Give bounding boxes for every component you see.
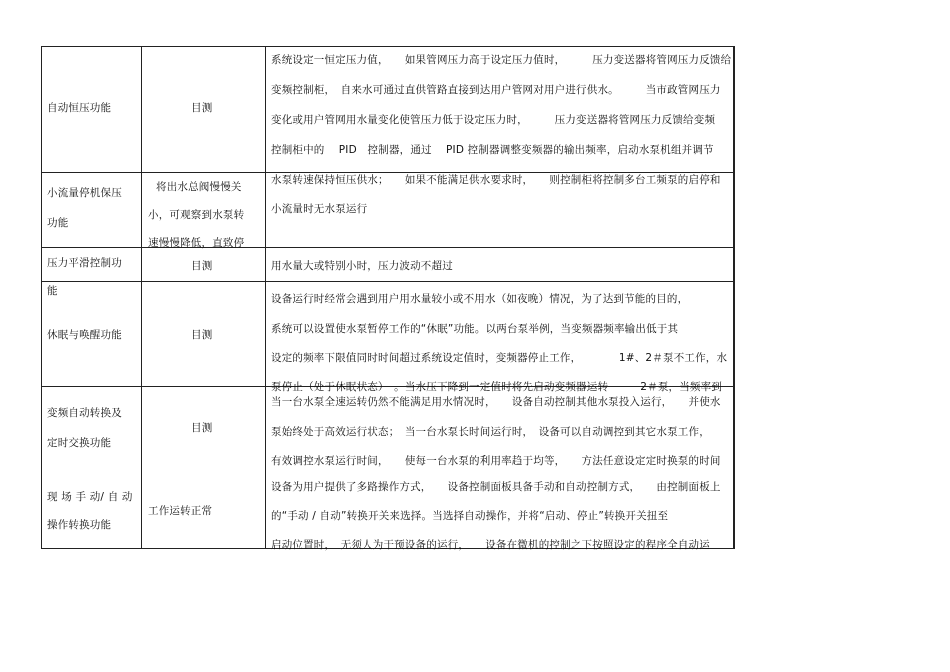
feature-name: 小流量停机保压 [47,187,122,199]
feature-name: 现 场 手 动/ 自 动 [47,491,133,503]
test-method: 工作运转正常 [148,505,213,517]
description-line: 控制柜中的 PID 控制器，通过 PID 控制器调整变频器的输出频率，启动水泵机组并调节 [271,144,714,156]
row-divider [41,247,735,248]
description-line: 变化或用户管网用水量变化使管压力低于设定压力时， 压力变送器将管网压力反馈给变频 [271,114,716,126]
feature-name: 功能 [47,217,69,229]
description-line: 系统设定一恒定压力值， 如果管网压力高于设定压力值时， 压力变送器将管网压力反馈给 [271,54,732,66]
description-line: 设备运行时经常会遇到用户用水量较小或不用水（如夜晚）情况，为了达到节能的目的， [271,293,689,305]
table-border-right [734,46,735,549]
feature-name: 压力平滑控制功 [47,257,122,269]
feature-name: 操作转换功能 [47,519,112,531]
column-divider [141,46,142,549]
table-border-left [41,46,42,549]
test-method: 目测 [191,102,213,114]
feature-name: 变频自动转换及 [47,407,122,419]
column-divider [265,46,266,549]
description-line: 小流量时无水泵运行 [271,203,368,215]
description-line: 水泵转速保持恒压供水； 如果不能满足供水要求时， 则控制柜将控制多台工频泵的启停和 [271,174,721,186]
feature-name: 能 [47,285,58,297]
description-line: 系统可以设置使水泵暂停工作的“休眠”功能。以两台泵举例，当变频器频率输出低于其 [271,323,679,335]
description-line: 设备为用户提供了多路操作方式， 设备控制面板具备手动和自动控制方式， 由控制面板上 [271,481,721,493]
description-line: 的“手动 / 自动”转换开关来选择。当选择自动操作，并将“启动、停止”转换开关扭至 [271,510,669,522]
feature-name: 休眠与唤醒功能 [47,329,122,341]
description-line: 泵始终处于高效运行状态； 当一台水泵长时间运行时， 设备可以自动调控到其它水泵工作， [271,426,710,438]
description-line: 用水量大或特别小时，压力波动不超过 [271,260,453,272]
description-line: 设定的频率下限值同时时间超过系统设定值时，变频器停止工作， 1#、2＃泵不工作，水 [271,352,728,364]
description-line: 变频控制柜， 自来水可通过直供管路直接到达用户管网对用户进行供水。 当市政管网压力 [271,84,721,96]
test-method: 目测 [191,422,213,434]
description-line: 当一台水泵全速运转仍然不能满足用水情况时， 设备自动控制其他水泵投入运行， 并使水 [271,396,721,408]
row-divider [41,281,735,282]
test-method: 小，可观察到水泵转 [148,209,245,221]
feature-name: 自动恒压功能 [47,102,112,114]
description-line: 有效调控水泵运行时间， 使每一台水泵的利用率趋于均等， 方法任意设定定时换泵的时间 [271,455,721,467]
test-method: 目测 [191,329,213,341]
description-line: 启动位置时， 无须人为干预设备的运行， 设备在微机的控制之下按照设定的程序全自动运 [271,539,710,551]
table-border-top [41,46,735,47]
test-method: 将出水总阀慢慢关 [156,181,242,193]
description-line: 泵停止（处于休眠状态） 。当水压下降到一定值时将先启动变频器运转 2＃泵，当频率到 [271,381,723,393]
feature-name: 定时交换功能 [47,437,112,449]
test-method: 目测 [191,260,213,272]
test-method: 速慢慢降低，直致停 [148,237,245,249]
